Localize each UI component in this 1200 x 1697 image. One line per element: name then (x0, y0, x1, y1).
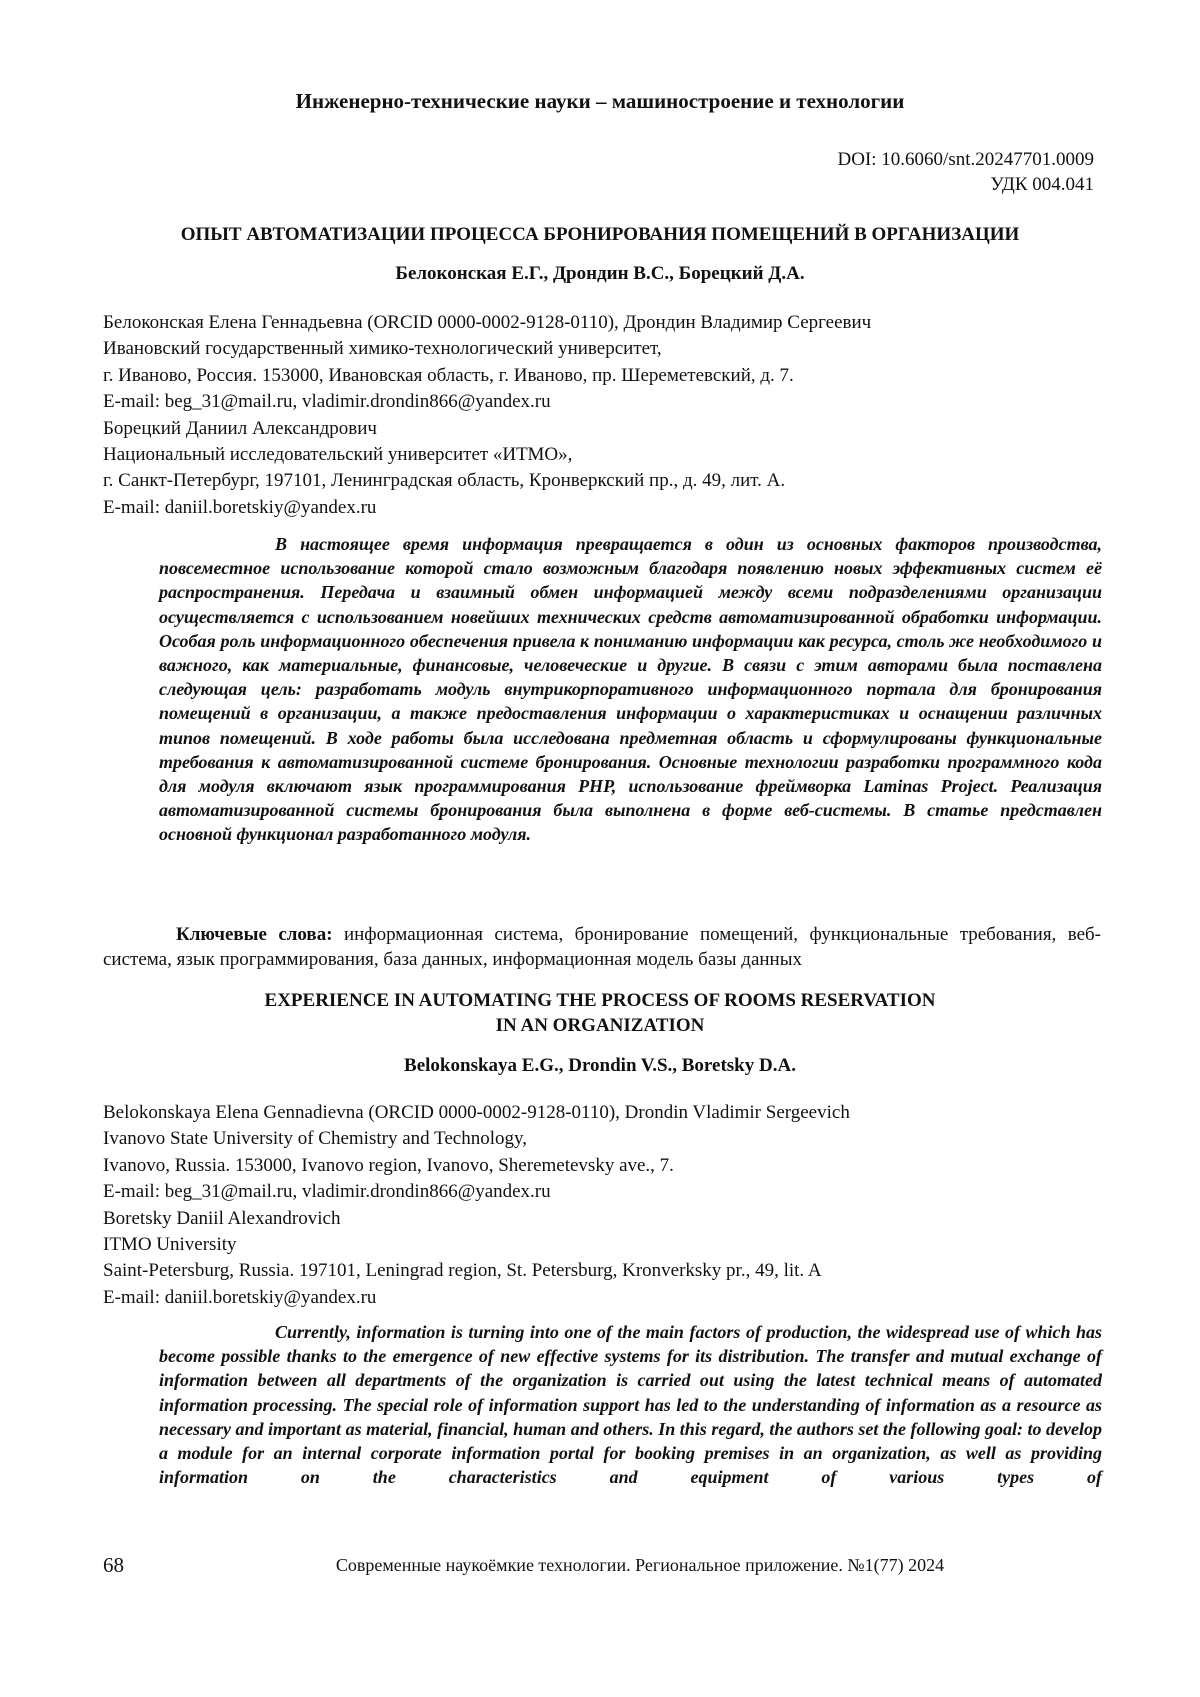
affiliation-line: Ivanovo State University of Chemistry and Technology, (103, 1128, 527, 1150)
affiliation-line: Boretsky Daniil Alexandrovich (103, 1207, 341, 1229)
affiliation-line: Национальный исследовательский университет «ИТМО», (103, 444, 573, 466)
affiliation-line: г. Санкт-Петербург, 197101, Ленинградская область, Кронверкский пр., д. 49, лит. А. (103, 470, 786, 492)
en-title (80, 988, 1120, 1038)
affiliation-line: Saint-Petersburg, Russia. 197101, Leningrad region, St. Petersburg, Kronverksky pr., 49, lit. A (103, 1260, 822, 1282)
affiliation-email[interactable]: E-mail: daniil.boretskiy@yandex.ru (103, 496, 377, 518)
affiliation-email[interactable]: E-mail: beg_31@mail.ru, vladimir.drondin866@yandex.ru (103, 391, 551, 413)
en-authors: Belokonskaya E.G., Drondin V.S., Boretsky D.A. (404, 1055, 796, 1076)
affiliation-email[interactable]: E-mail: beg_31@mail.ru, vladimir.drondin866@yandex.ru (103, 1181, 551, 1203)
doi[interactable]: DOI: 10.6060/snt.20247701.0009 (837, 149, 1094, 170)
ru-keywords (103, 922, 1101, 972)
ru-authors: Белоконская Е.Г., Дрондин В.С., Борецкий Д.А. (395, 263, 805, 284)
ru-abstract: В настоящее время информация превращается в один из основных факторов производства, повсеместное использование которой стало возможным благодаря появлению новых эффективных систем её распространения. Передача и взаимный обмен информацией между всеми подразделениями организации осуществляется с использованием новейших технических средств автоматизированной обработки информации. Особая роль информационного обеспечения привела к пониманию информации как ресурса, столь же необходимого и важного, как материальные, финансовые, человеческие и другие. В связи с этим авторами была поставлена следующая цель: разработать модуль внутрикорпоративного информационного портала для бронирования помещений в организации, а также предоставления информации о характеристиках и оснащении различных типов помещений. В ходе работы была исследована предметная область и сформулированы функциональные требования к автоматизированной системе бронирования. Основные технологии разработки программного кода для модуля включают язык программирования PHP, использование фреймворка Laminas Project. Реализация автоматизированной системы бронирования была выполнена в форме веб-системы. В статье представлен основной функционал разработанного модуля. (159, 534, 1102, 845)
en-title-line: IN AN ORGANIZATION (495, 1015, 705, 1036)
affiliation-line: Борецкий Даниил Александрович (103, 417, 377, 439)
affiliation-line: г. Иваново, Россия. 153000, Ивановская область, г. Иваново, пр. Шереметевский, д. 7. (103, 364, 794, 386)
keywords-label: Ключевые слова: (176, 924, 333, 945)
affiliation-line: Belokonskaya Elena Gennadievna (ORCID 0000-0002-9128-0110), Drondin Vladimir Sergeevich (103, 1102, 850, 1123)
page-number: 68 (103, 1553, 124, 1577)
affiliation-line: Ivanovo, Russia. 153000, Ivanovo region, Ivanovo, Sheremetevsky ave., 7. (103, 1154, 674, 1176)
udc-code: УДК 004.041 (990, 174, 1094, 195)
journal-footer: Современные наукоёмкие технологии. Региональное приложение. №1(77) 2024 (335, 1555, 945, 1575)
affiliation-email[interactable]: E-mail: daniil.boretskiy@yandex.ru (103, 1286, 377, 1308)
en-affiliations (103, 1100, 1103, 1311)
en-abstract: Currently, information is turning into one of the main factors of production, the widespread use of which has become possible thanks to the emergence of new effective systems for its distribution. The transfer and mutual exchange of information between all departments of the organization is carried out using the latest technical means of automated information processing. The special role of information support has led to the understanding of information as a resource as necessary and important as material, financial, human and others. In this regard, the authors set the following goal: to develop a module for an internal corporate information portal for booking premises in an organization, as well as providing information on the characteristics and equipment of various types of (159, 1322, 1102, 1488)
ru-affiliations (103, 310, 1103, 521)
keywords-text: информационная система, бронирование помещений, функциональные требования, веб-система, язык программирования, база данных, информационная модель базы данных (103, 924, 1102, 970)
ru-title: ОПЫТ АВТОМАТИЗАЦИИ ПРОЦЕССА БРОНИРОВАНИЯ ПОМЕЩЕНИЙ В ОРГАНИЗАЦИИ (180, 224, 1020, 245)
en-title-line: EXPERIENCE IN AUTOMATING THE PROCESS OF ROOMS RESERVATION (264, 990, 936, 1011)
section-heading: Инженерно-технические науки – машиностроение и технологии (295, 89, 905, 113)
article-identifiers (838, 147, 1095, 197)
affiliation-line: Ивановский государственный химико-технологический университет, (103, 338, 662, 360)
affiliation-line: Белоконская Елена Геннадьевна (ORCID 0000-0002-9128-0110), Дрондин Владимир Сергеевич (103, 312, 872, 333)
affiliation-line: ITMO University (103, 1234, 237, 1256)
